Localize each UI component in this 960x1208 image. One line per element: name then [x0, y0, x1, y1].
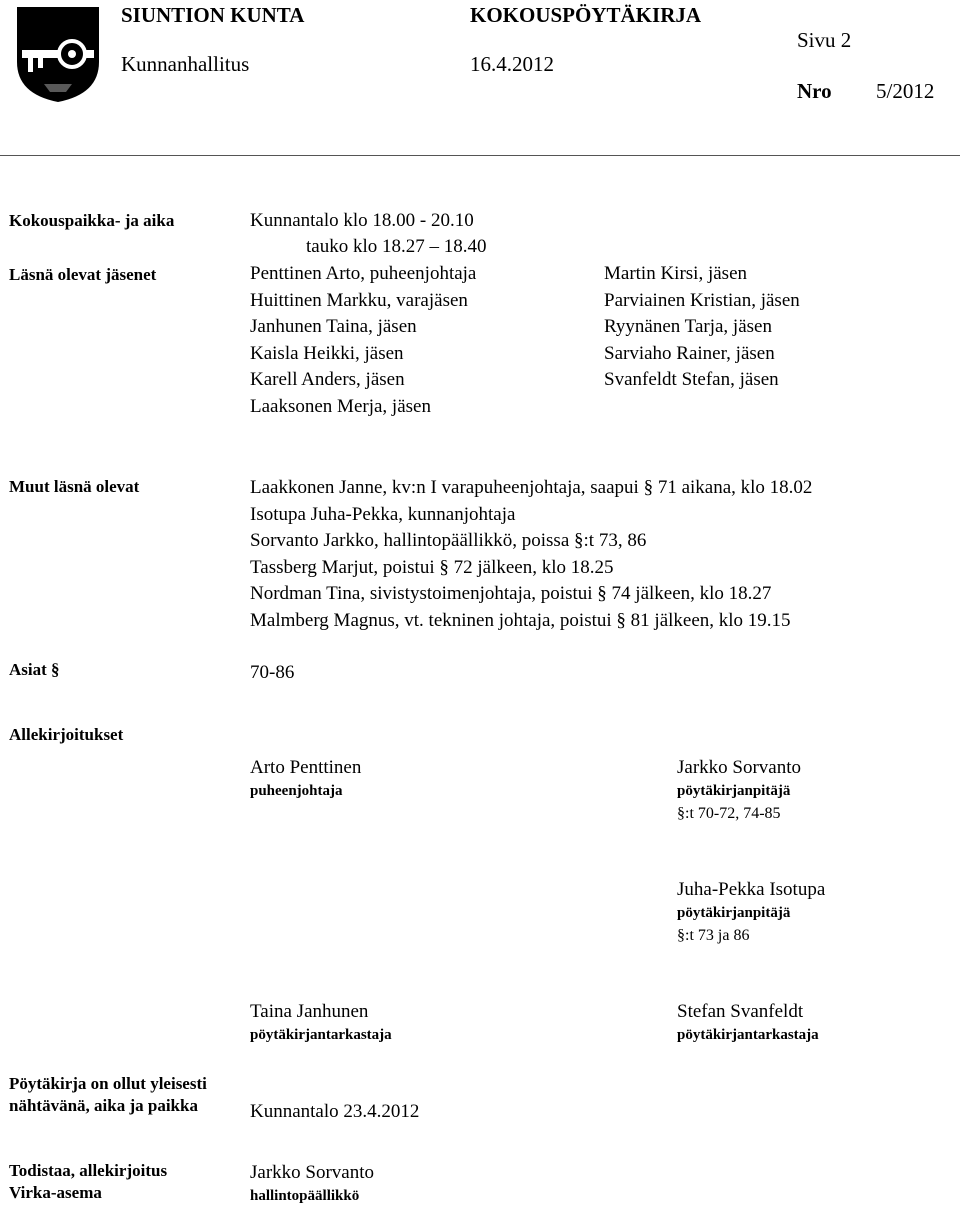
nro-value: 5/2012	[876, 79, 935, 103]
public-display-label-1: Pöytäkirja on ollut yleisesti	[9, 1074, 207, 1093]
others-present-label: Muut läsnä olevat	[9, 477, 140, 496]
member-item: Ryynänen Tarja, jäsen	[604, 316, 772, 337]
member-item: Laaksonen Merja, jäsen	[250, 395, 431, 417]
secretary2-name: Juha-Pekka Isotupa	[677, 879, 826, 900]
present-members-left	[250, 261, 476, 420]
items-label: Asiat §	[9, 660, 60, 679]
certify-name: Jarkko Sorvanto	[250, 1162, 375, 1183]
member-item: Sarviaho Rainer, jäsen	[604, 342, 775, 364]
coat-of-arms-logo	[14, 4, 102, 104]
member-item: Martin Kirsi, jäsen	[604, 263, 748, 284]
chair-name: Arto Penttinen	[250, 757, 362, 778]
member-item: Kaisla Heikki, jäsen	[250, 342, 404, 364]
member-item: Svanfeldt Stefan, jäsen	[604, 369, 779, 390]
member-item: Janhunen Taina, jäsen	[250, 316, 417, 337]
meeting-body: Kunnanhallitus	[121, 52, 250, 76]
nro-label: Nro	[797, 79, 832, 103]
others-present-list	[250, 475, 812, 634]
member-item: Parviainen Kristian, jäsen	[604, 289, 800, 311]
break-time: tauko klo 18.27 – 18.40	[306, 236, 487, 257]
secretary2-sections: §:t 73 ja 86	[677, 927, 750, 944]
page-number: Sivu 2	[797, 28, 852, 52]
certify-label-1: Todistaa, allekirjoitus	[9, 1161, 168, 1180]
place-time-value: Kunnantalo klo 18.00 - 20.10	[250, 210, 474, 231]
place-time-label: Kokouspaikka- ja aika	[9, 211, 175, 230]
checker2-name: Stefan Svanfeldt	[677, 1001, 804, 1022]
checker2-title: pöytäkirjantarkastaja	[677, 1027, 819, 1043]
attendee-item: Malmberg Magnus, vt. tekninen johtaja, poistui § 81 jälkeen, klo 19.15	[250, 609, 791, 631]
public-display-value: Kunnantalo 23.4.2012	[250, 1101, 420, 1122]
certify-title: hallintopäällikkö	[250, 1188, 360, 1204]
secretary1-name: Jarkko Sorvanto	[677, 757, 802, 778]
attendee-item: Nordman Tina, sivistystoimenjohtaja, poistui § 74 jälkeen, klo 18.27	[250, 583, 772, 604]
header-divider	[0, 155, 960, 156]
meeting-date: 16.4.2012	[470, 52, 554, 76]
certify-label-2: Virka-asema	[9, 1183, 102, 1202]
attendee-item: Laakkonen Janne, kv:n I varapuheenjohtaja, saapui § 71 aikana, klo 18.02	[250, 477, 813, 498]
attendee-item: Isotupa Juha-Pekka, kunnanjohtaja	[250, 503, 516, 525]
secretary1-sections: §:t 70-72, 74-85	[677, 805, 781, 822]
document-type: KOKOUSPÖYTÄKIRJA	[470, 3, 702, 27]
member-item: Penttinen Arto, puheenjohtaja	[250, 263, 477, 284]
secretary2-title: pöytäkirjanpitäjä	[677, 905, 791, 921]
attendee-item: Sorvanto Jarkko, hallintopäällikkö, poissa §:t 73, 86	[250, 530, 647, 551]
checker1-name: Taina Janhunen	[250, 1001, 369, 1022]
present-members-label: Läsnä olevat jäsenet	[9, 265, 157, 284]
items-value: 70-86	[250, 662, 295, 683]
member-item: Huittinen Markku, varajäsen	[250, 289, 468, 311]
member-item: Karell Anders, jäsen	[250, 369, 405, 390]
secretary1-title: pöytäkirjanpitäjä	[677, 783, 791, 799]
attendee-item: Tassberg Marjut, poistui § 72 jälkeen, klo 18.25	[250, 556, 614, 578]
public-display-label-2: nähtävänä, aika ja paikka	[9, 1096, 198, 1115]
chair-title: puheenjohtaja	[250, 783, 343, 799]
municipality-name: SIUNTION KUNTA	[121, 3, 305, 27]
signatures-label: Allekirjoitukset	[9, 725, 124, 744]
present-members-right	[604, 261, 800, 394]
checker1-title: pöytäkirjantarkastaja	[250, 1027, 392, 1043]
